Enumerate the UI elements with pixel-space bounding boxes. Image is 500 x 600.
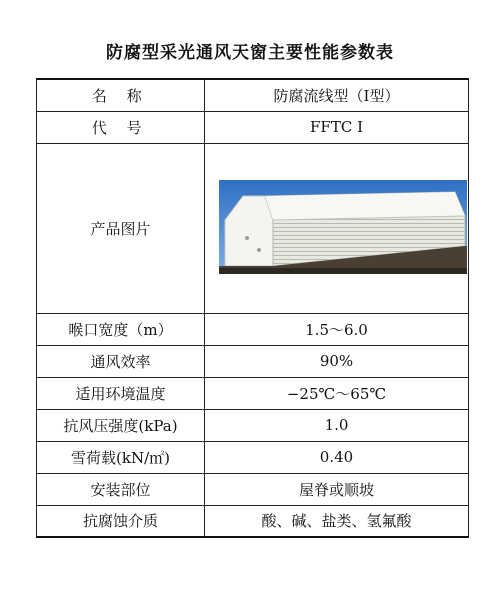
table-row	[37, 111, 469, 143]
table-row	[37, 377, 469, 409]
row-label-temperature: 适用环境温度	[37, 377, 205, 409]
row-value-name: 防腐流线型（I型）	[205, 79, 469, 111]
row-value-throat-width: 1.5～6.0	[205, 313, 469, 345]
row-value-ventilation-efficiency: 90%	[205, 345, 469, 377]
row-label-snow-load: 雪荷载(kN/㎡)	[37, 441, 205, 473]
table-row	[37, 505, 469, 537]
row-label-ventilation-efficiency: 通风效率	[37, 345, 205, 377]
table-row	[37, 409, 469, 441]
row-label-code: 代 号	[37, 111, 205, 143]
row-label-throat-width: 喉口宽度（m）	[37, 313, 205, 345]
row-label-corrosion-media: 抗腐蚀介质	[37, 505, 205, 537]
row-label-name: 名 称	[37, 79, 205, 111]
row-value-wind-pressure: 1.0	[205, 409, 469, 441]
row-value-corrosion-media: 酸、碱、盐类、氢氟酸	[205, 505, 469, 537]
row-value-install-location: 屋脊或顺坡	[205, 473, 469, 505]
row-label-picture: 产品图片	[37, 143, 205, 313]
row-value-snow-load: 0.40	[205, 441, 469, 473]
parameter-table	[36, 78, 469, 538]
row-value-temperature: −25℃～65℃	[205, 377, 469, 409]
table-title: 防腐型采光通风天窗主要性能参数表	[106, 43, 394, 63]
product-image-cell	[205, 143, 469, 313]
table-row	[37, 441, 469, 473]
table-row	[37, 345, 469, 377]
row-label-wind-pressure: 抗风压强度(kPa)	[37, 409, 205, 441]
row-value-code: FFTC I	[205, 111, 469, 143]
table-row	[37, 79, 469, 111]
table-row	[37, 313, 469, 345]
table-row	[37, 143, 469, 313]
table-row	[37, 473, 469, 505]
skylight-product-photo	[219, 180, 467, 274]
row-label-install-location: 安装部位	[37, 473, 205, 505]
